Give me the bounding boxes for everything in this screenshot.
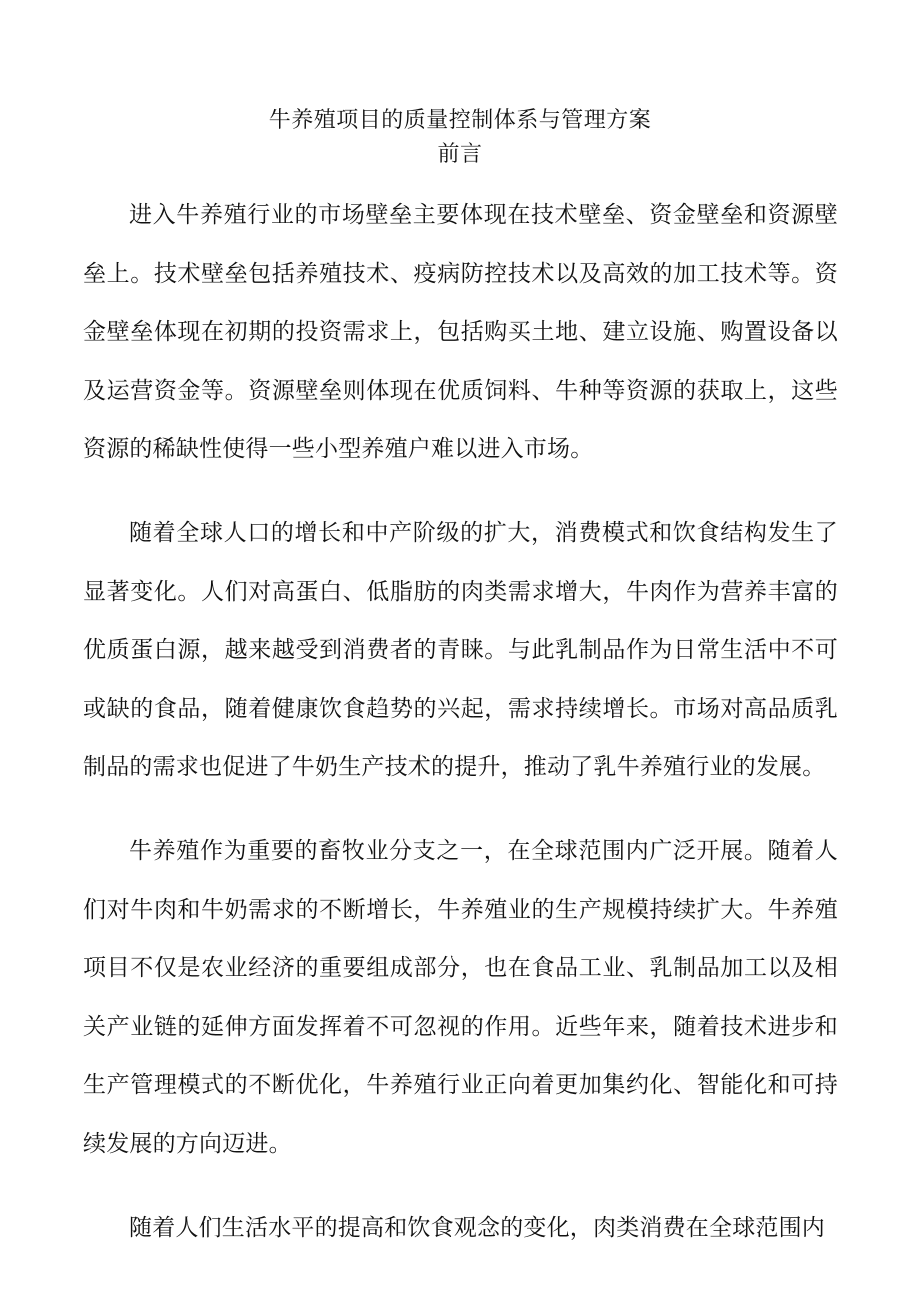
paragraph: 牛养殖作为重要的畜牧业分支之一，在全球范围内广泛开展。随着人们对牛肉和牛奶需求的不断增长，牛养殖业的生产规模持续扩大。牛养殖项目不仅是农业经济的重要组成部分，也在食品工业、乳制品加工以及相关产业链的延伸方面发挥着不可忽视的作用。近些年来，随着技术进步和生产管理模式的不断优化，牛养殖行业正向着更加集约化、智能化和可持续发展的方向迈进。 <box>83 837 838 1157</box>
document-body <box>83 186 838 1282</box>
title-block <box>0 104 920 172</box>
document-title: 牛养殖项目的质量控制体系与管理方案 <box>268 108 652 133</box>
section-heading: 前言 <box>437 142 483 167</box>
paragraph: 随着人们生活水平的提高和饮食观念的变化，肉类消费在全球范围内 <box>129 1214 825 1241</box>
paragraph: 随着全球人口的增长和中产阶级的扩大，消费模式和饮食结构发生了显著变化。人们对高蛋白、低脂肪的肉类需求增大，牛肉作为营养丰富的优质蛋白源，越来越受到消费者的青睐。与此乳制品作为日常生活中不可或缺的食品，随着健康饮食趋势的兴起，需求持续增长。市场对高品质乳制品的需求也促进了牛奶生产技术的提升，推动了乳牛养殖行业的发展。 <box>83 519 838 781</box>
paragraph: 进入牛养殖行业的市场壁垒主要体现在技术壁垒、资金壁垒和资源壁垒上。技术壁垒包括养殖技术、疫病防控技术以及高效的加工技术等。资金壁垒体现在初期的投资需求上，包括购买土地、建立设施、购置设备以及运营资金等。资源壁垒则体现在优质饲料、牛种等资源的获取上，这些资源的稀缺性使得一些小型养殖户难以进入市场。 <box>83 202 838 463</box>
